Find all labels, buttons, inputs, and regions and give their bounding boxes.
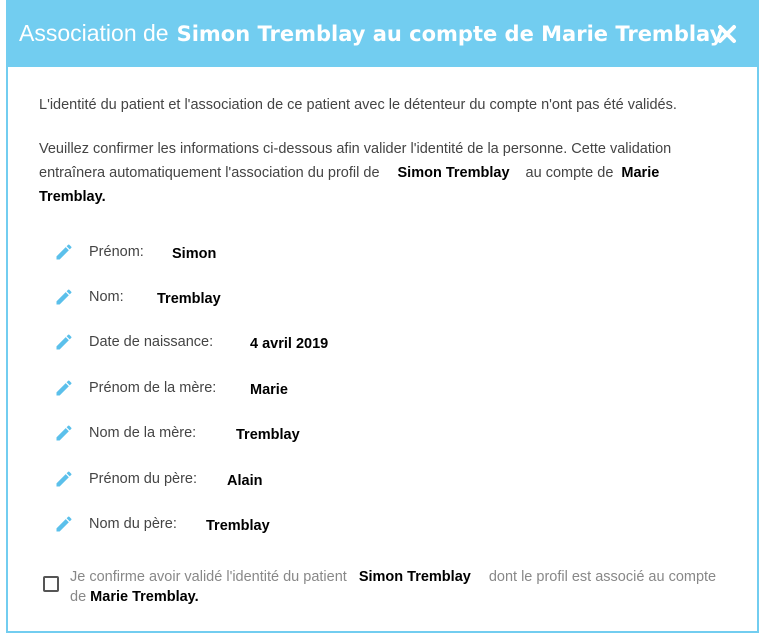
- pencil-icon[interactable]: [54, 287, 74, 307]
- field-label: Date de naissance:: [89, 334, 214, 350]
- dialog-title-prefix: Association de: [19, 20, 169, 46]
- confirm-checkbox[interactable]: [43, 576, 59, 592]
- field-label: Prénom:: [89, 244, 144, 260]
- pencil-icon[interactable]: [54, 514, 74, 534]
- field-value: 4 avril 2019: [250, 336, 329, 352]
- intro-validation-text: [39, 137, 729, 209]
- intro-text: L'identité du patient et l'association de ce patient avec le détenteur du compte n'ont pas été validés.: [39, 97, 677, 113]
- confirm-text-part1: Je confirme avoir validé l'identité du patient: [70, 569, 347, 585]
- association-dialog: [6, 0, 759, 633]
- field-label: Nom:: [89, 289, 124, 305]
- intro-validation-part2: au compte de: [525, 165, 614, 181]
- field-value: Tremblay: [236, 427, 300, 443]
- confirm-patient-name: Simon Tremblay: [358, 569, 471, 585]
- field-value: Simon: [172, 246, 217, 262]
- confirm-text-part2: dont le profil est associé au compte de: [70, 569, 717, 605]
- pencil-icon[interactable]: [54, 378, 74, 398]
- intro-patient-name: Simon Tremblay: [397, 165, 510, 181]
- pencil-icon[interactable]: [54, 242, 74, 262]
- confirm-label: [70, 567, 720, 607]
- close-icon[interactable]: [717, 24, 737, 44]
- dialog-body: [8, 67, 757, 631]
- field-label: Nom du père:: [89, 516, 177, 532]
- field-value: Marie: [250, 382, 288, 398]
- dialog-header: [8, 2, 757, 67]
- confirm-account-name: Marie Tremblay.: [90, 589, 199, 605]
- field-label: Nom de la mère:: [89, 425, 197, 441]
- field-value: Tremblay: [206, 518, 270, 534]
- field-value: Alain: [227, 473, 263, 489]
- intro-account-name: Marie Tremblay.: [39, 165, 660, 205]
- field-value: Tremblay: [157, 291, 221, 307]
- pencil-icon[interactable]: [54, 469, 74, 489]
- intro-validation-part1: Veuillez confirmer les informations ci-dessous afin valider l'identité de la personne. Cette validation entraînera automatiquement l'association du profil de: [39, 141, 672, 181]
- pencil-icon[interactable]: [54, 332, 74, 352]
- dialog-title: [19, 20, 723, 47]
- pencil-icon[interactable]: [54, 423, 74, 443]
- field-label: Prénom de la mère:: [89, 380, 217, 396]
- field-label: Prénom du père:: [89, 471, 198, 487]
- dialog-title-main: Simon Tremblay au compte de Marie Tremblay: [176, 22, 724, 46]
